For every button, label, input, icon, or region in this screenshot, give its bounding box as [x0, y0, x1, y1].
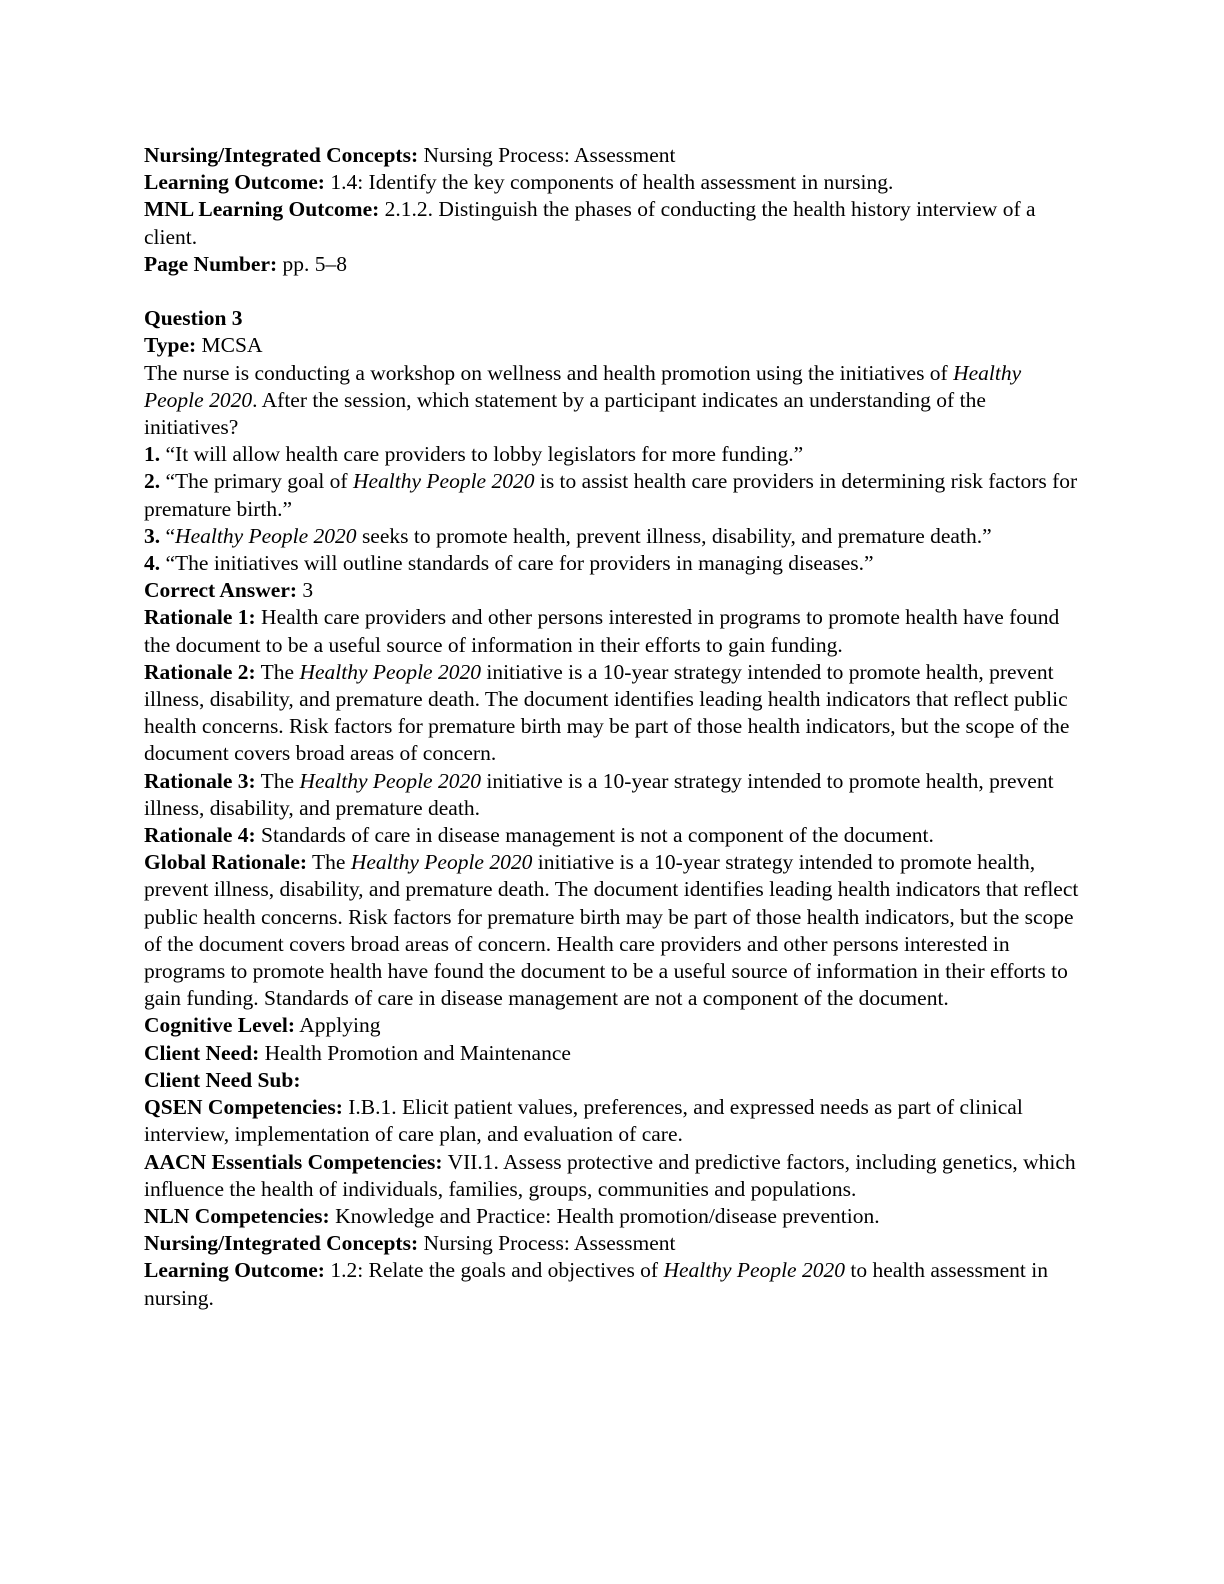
rationale-text: The — [307, 850, 351, 875]
field-label: AACN Essentials Competencies: — [144, 1149, 443, 1174]
field-value: Knowledge and Practice: Health promotion/disease prevention. — [329, 1203, 880, 1228]
answer-option — [144, 441, 1084, 468]
field-label: Client Need: — [144, 1040, 260, 1065]
option-number: 4. — [144, 551, 161, 576]
client-need-sub-line — [144, 1067, 1084, 1094]
document-page — [144, 142, 1084, 1312]
mnl-outcome-line — [144, 196, 1084, 250]
option-number: 1. — [144, 442, 161, 467]
option-number: 3. — [144, 523, 161, 548]
rationale — [144, 822, 1084, 849]
field-value: VII.1. Assess protective and predictive factors, including genetics, which influence the health of individuals, families, groups, communities and populations. — [144, 1149, 1076, 1201]
field-label: Client Need Sub: — [144, 1067, 301, 1092]
question-stem — [144, 360, 1084, 442]
field-value: Nursing Process: Assessment — [418, 143, 676, 167]
option-number: 2. — [144, 469, 161, 494]
field-label: NLN Competencies: — [144, 1203, 330, 1228]
answer-option — [144, 523, 1084, 550]
option-text: “ — [160, 523, 176, 548]
rationale-italic: Healthy People 2020 — [350, 850, 533, 875]
option-text: is to assist health care providers in determining risk factors for premature birth.” — [144, 469, 1078, 521]
field-label: Learning Outcome: — [144, 170, 325, 195]
rationale-text: initiative is a 10-year strategy intended to promote health, prevent illness, disability, and premature death. The document identifies leading health indicators that reflect public health concerns. Risk factors for premature birth may be part of those health indicators, but the scope of the document covers broad areas of concern. — [144, 659, 1070, 766]
aacn-line — [144, 1149, 1084, 1203]
field-value: Applying — [295, 1013, 381, 1038]
rationale-text: The — [255, 768, 300, 793]
field-label: Page Number: — [144, 251, 278, 276]
rationale-text: Standards of care in disease management is not a component of the document. — [255, 823, 934, 848]
rationale-text: Health care providers and other persons interested in programs to promote health have found the document to be a useful source of information in their efforts to gain funding. — [144, 605, 1060, 657]
field-value: to health assessment in nursing. — [144, 1258, 1049, 1310]
answer-option — [144, 468, 1084, 522]
field-label: QSEN Competencies: — [144, 1095, 343, 1120]
spacer — [144, 278, 1084, 305]
cognitive-level-line — [144, 1012, 1084, 1039]
rationale-text: initiative is a 10-year strategy intended to promote health, prevent illness, disability, and premature death. — [144, 768, 1054, 820]
field-value: I.B.1. Elicit patient values, preferences, and expressed needs as part of clinical interview, implementation of care plan, and evaluation of care. — [144, 1095, 1023, 1147]
field-label: Correct Answer: — [144, 578, 298, 603]
field-value: 3 — [297, 578, 314, 603]
question-heading: Question 3 — [144, 306, 243, 331]
rationale — [144, 659, 1084, 768]
client-need-line — [144, 1040, 1084, 1067]
field-value: Health Promotion and Maintenance — [259, 1040, 571, 1065]
field-label: Learning Outcome: — [144, 1258, 325, 1283]
field-value: 1.4: Identify the key components of health assessment in nursing. — [324, 170, 894, 195]
answer-option — [144, 550, 1084, 577]
field-value: 1.2: Relate the goals and objectives of — [324, 1258, 664, 1283]
rationale-label: Rationale 3: — [144, 768, 256, 793]
stem-italic: Healthy People 2020 — [144, 360, 1022, 412]
field-label: Global Rationale: — [144, 850, 308, 875]
learning-outcome-line — [144, 1257, 1084, 1311]
option-text: “The primary goal of — [160, 469, 353, 494]
qsen-line — [144, 1094, 1084, 1148]
field-value: MCSA — [196, 333, 263, 358]
stem-text: The nurse is conducting a workshop on wellness and health promotion using the initiatives of — [144, 360, 954, 385]
nursing-concepts-line — [144, 142, 1084, 169]
rationale-italic: Healthy People 2020 — [299, 768, 481, 793]
field-value: 2.1.2. Distinguish the phases of conducting the health history interview of a client. — [144, 197, 1036, 249]
rationale-text: initiative is a 10-year strategy intended to promote health, prevent illness, disability, and premature death. The document identifies leading health indicators that reflect public health concerns. Risk factors for premature birth may be part of those health indicators, but the scope of the document covers broad areas of concern. Health care providers and other persons interested in programs to promote health have found the document to be a useful source of information in their efforts to gain funding. Standards of care in disease management are not a component of the document. — [144, 850, 1079, 1011]
learning-outcome-line — [144, 169, 1084, 196]
field-label: Cognitive Level: — [144, 1013, 296, 1038]
field-value: pp. 5–8 — [277, 251, 348, 276]
option-text: “The initiatives will outline standards of care for providers in managing diseases.” — [160, 551, 874, 576]
option-text: “It will allow health care providers to lobby legislators for more funding.” — [160, 442, 804, 467]
rationale-label: Rationale 4: — [144, 823, 256, 848]
field-italic: Healthy People 2020 — [663, 1258, 845, 1283]
global-rationale — [144, 849, 1084, 1012]
stem-text: . After the session, which statement by a participant indicates an understanding of the initiatives? — [144, 387, 986, 440]
page-number-line — [144, 251, 1084, 278]
field-label: Nursing/Integrated Concepts: — [144, 1231, 419, 1256]
field-value: Nursing Process: Assessment — [418, 1231, 676, 1256]
correct-answer-line — [144, 577, 1084, 604]
nursing-concepts-line — [144, 1230, 1084, 1257]
rationale — [144, 768, 1084, 822]
field-label: MNL Learning Outcome: — [144, 197, 380, 222]
rationale-label: Rationale 2: — [144, 659, 256, 684]
nln-line — [144, 1203, 1084, 1230]
rationale-label: Rationale 1: — [144, 605, 256, 630]
rationale-italic: Healthy People 2020 — [299, 659, 481, 684]
field-label: Type: — [144, 333, 197, 358]
field-label: Nursing/Integrated Concepts: — [144, 143, 419, 167]
option-italic: Healthy People 2020 — [175, 523, 357, 548]
option-italic: Healthy People 2020 — [352, 469, 535, 494]
question-type-line — [144, 332, 1084, 359]
rationale — [144, 604, 1084, 658]
option-text: seeks to promote health, prevent illness, disability, and premature death.” — [356, 523, 992, 548]
rationale-text: The — [255, 659, 300, 684]
